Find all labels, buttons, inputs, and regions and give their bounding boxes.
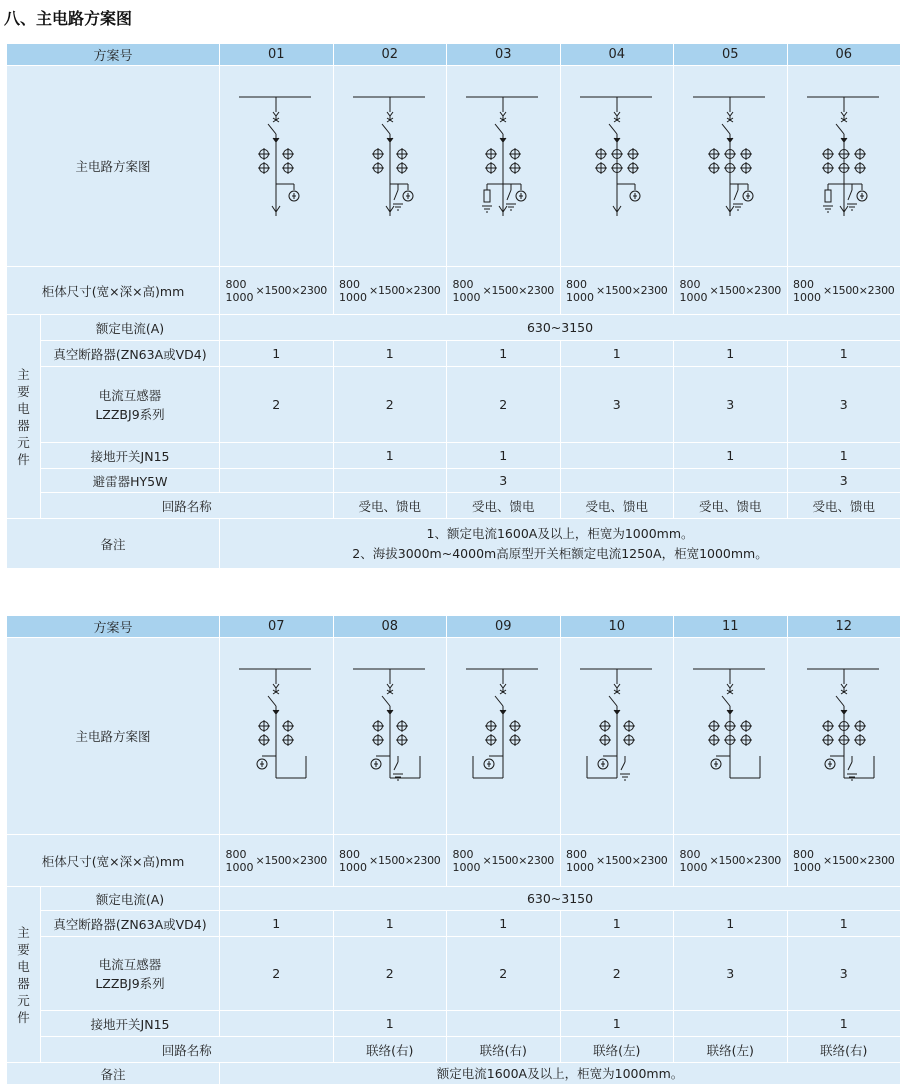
earth-switch-qty	[560, 443, 674, 469]
ct-qty: 2	[333, 367, 447, 443]
circuit-diagram-icon	[789, 66, 899, 266]
breaker-label: 真空断路器(ZN63A或VD4)	[41, 911, 220, 937]
rated-current-value: 630~3150	[220, 887, 900, 911]
ct-label-line2: LZZBJ9系列	[95, 406, 165, 422]
dim-rest: ×1500×2300	[596, 284, 668, 297]
dim-rest: ×1500×2300	[255, 284, 327, 297]
ct-qty: 2	[447, 937, 561, 1011]
breaker-qty: 1	[560, 911, 674, 937]
dim-rest: ×1500×2300	[482, 284, 554, 297]
loop-name: 受电、馈电	[447, 493, 561, 519]
arrester-row	[7, 469, 900, 493]
circuit-diagram-icon	[789, 638, 899, 834]
dim-rest: ×1500×2300	[596, 854, 668, 867]
dim-rest: ×1500×2300	[823, 284, 895, 297]
dimension-cell	[560, 835, 674, 887]
circuit-diagram-07	[220, 638, 334, 835]
ct-qty: 3	[787, 937, 900, 1011]
loop-name: 联络(右)	[333, 1037, 447, 1063]
circuit-diagram-icon	[562, 638, 672, 834]
dim-width-2: 1000	[679, 860, 708, 874]
dim-width-2: 1000	[793, 290, 822, 304]
loop-name: 受电、馈电	[333, 493, 447, 519]
scheme-no-label: 方案号	[7, 44, 220, 66]
loop-name-label: 回路名称	[41, 493, 334, 519]
remark-line-2: 2、海拔3000m~4000m高原型开关柜额定电流1250A，柜宽1000mm。	[352, 545, 768, 561]
loop-name-row	[7, 493, 900, 519]
group-label-main-components	[7, 315, 41, 519]
loop-name: 联络(左)	[560, 1037, 674, 1063]
ct-label-line1: 电流互感器	[98, 956, 162, 972]
remark-label: 备注	[7, 519, 220, 569]
breaker-qty: 1	[447, 911, 561, 937]
circuit-diagram-10	[560, 638, 674, 835]
dim-rest: ×1500×2300	[709, 854, 781, 867]
earth-switch-qty	[447, 1011, 561, 1037]
dim-width-1: 800	[793, 277, 815, 291]
ct-qty: 3	[787, 367, 900, 443]
loop-name: 联络(左)	[674, 1037, 788, 1063]
rated-current-row	[7, 315, 900, 341]
circuit-diagram-09	[447, 638, 561, 835]
circuit-diagram-06	[787, 66, 900, 267]
loop-name: 联络(右)	[447, 1037, 561, 1063]
dimension-cell	[674, 267, 788, 315]
scheme-no: 11	[674, 616, 788, 638]
loop-name: 联络(右)	[787, 1037, 900, 1063]
dim-width-1: 800	[566, 847, 588, 861]
remark-text: 额定电流1600A及以上，柜宽为1000mm。	[220, 1063, 900, 1085]
arrester-qty: 3	[787, 469, 900, 493]
circuit-diagram-01	[220, 66, 334, 267]
dim-rest: ×1500×2300	[709, 284, 781, 297]
circuit-diagram-11	[674, 638, 788, 835]
earth-switch-qty: 1	[560, 1011, 674, 1037]
dimension-cell	[447, 267, 561, 315]
circuit-diagram-icon	[335, 638, 445, 834]
breaker-qty: 1	[333, 341, 447, 367]
circuit-diagram-03	[447, 66, 561, 267]
dim-width-2: 1000	[339, 290, 368, 304]
circuit-diagram-12	[787, 638, 900, 835]
breaker-qty: 1	[220, 341, 334, 367]
dim-rest: ×1500×2300	[482, 854, 554, 867]
header-row	[7, 44, 900, 66]
arrester-qty	[674, 469, 788, 493]
dim-width-1: 800	[339, 277, 361, 291]
dim-width-1: 800	[452, 847, 474, 861]
dimension-cell	[787, 835, 900, 887]
arrester-label: 避雷器HY5W	[41, 469, 220, 493]
dimension-row	[7, 835, 900, 887]
scheme-no: 06	[787, 44, 900, 66]
dim-width-1: 800	[566, 277, 588, 291]
ct-qty: 2	[220, 937, 334, 1011]
rated-current-label: 额定电流(A)	[41, 315, 220, 341]
remark-text	[220, 519, 900, 569]
earth-switch-row	[7, 1011, 900, 1037]
dim-width-2: 1000	[566, 290, 595, 304]
dim-width-1: 800	[225, 277, 247, 291]
dim-rest: ×1500×2300	[369, 284, 441, 297]
dim-rest: ×1500×2300	[369, 854, 441, 867]
loop-name-row	[7, 1037, 900, 1063]
earth-switch-label: 接地开关JN15	[41, 1011, 220, 1037]
scheme-no: 02	[333, 44, 447, 66]
dim-width-1: 800	[679, 277, 701, 291]
ct-qty: 3	[674, 367, 788, 443]
ct-label	[41, 367, 220, 443]
group-label-text: 主 要 电 器 元 件	[17, 366, 30, 467]
dimension-cell	[333, 267, 447, 315]
ct-row	[7, 937, 900, 1011]
breaker-qty: 1	[674, 911, 788, 937]
header-row	[7, 616, 900, 638]
dimension-cell	[447, 835, 561, 887]
arrester-qty	[220, 469, 334, 493]
circuit-diagram-icon	[675, 66, 785, 266]
diagram-row	[7, 638, 900, 835]
loop-name: 受电、馈电	[560, 493, 674, 519]
scheme-table-2	[6, 615, 900, 1085]
loop-name: 受电、馈电	[787, 493, 900, 519]
breaker-row	[7, 911, 900, 937]
dimension-label: 柜体尺寸(宽×深×高)mm	[7, 267, 220, 315]
earth-switch-qty: 1	[787, 443, 900, 469]
breaker-qty: 1	[674, 341, 788, 367]
dim-width-2: 1000	[225, 860, 254, 874]
dim-width-1: 800	[452, 277, 474, 291]
circuit-diagram-02	[333, 66, 447, 267]
loop-name: 受电、馈电	[674, 493, 788, 519]
dimension-cell	[560, 267, 674, 315]
group-label-main-components	[7, 887, 41, 1063]
remark-label: 备注	[7, 1063, 220, 1085]
dim-rest: ×1500×2300	[823, 854, 895, 867]
breaker-qty: 1	[447, 341, 561, 367]
dim-width-1: 800	[225, 847, 247, 861]
dim-width-2: 1000	[339, 860, 368, 874]
arrester-qty	[560, 469, 674, 493]
dimension-label: 柜体尺寸(宽×深×高)mm	[7, 835, 220, 887]
breaker-qty: 1	[787, 911, 900, 937]
circuit-diagram-05	[674, 66, 788, 267]
earth-switch-qty: 1	[333, 1011, 447, 1037]
dimension-cell	[674, 835, 788, 887]
breaker-qty: 1	[787, 341, 900, 367]
dim-width-1: 800	[793, 847, 815, 861]
arrester-qty	[333, 469, 447, 493]
earth-switch-label: 接地开关JN15	[41, 443, 220, 469]
breaker-row	[7, 341, 900, 367]
scheme-no: 07	[220, 616, 334, 638]
dimension-cell	[220, 835, 334, 887]
scheme-no: 05	[674, 44, 788, 66]
dimension-cell	[787, 267, 900, 315]
scheme-no: 09	[447, 616, 561, 638]
section-heading: 八、主电路方案图	[4, 9, 133, 28]
scheme-table-1	[6, 43, 900, 569]
diagram-label: 主电路方案图	[7, 66, 220, 267]
circuit-diagram-04	[560, 66, 674, 267]
dim-width-2: 1000	[452, 290, 481, 304]
arrester-qty: 3	[447, 469, 561, 493]
earth-switch-qty	[220, 443, 334, 469]
circuit-diagram-icon	[335, 66, 445, 266]
earth-switch-qty: 1	[333, 443, 447, 469]
dimension-row	[7, 267, 900, 315]
earth-switch-qty: 1	[447, 443, 561, 469]
diagram-row	[7, 66, 900, 267]
diagram-label: 主电路方案图	[7, 638, 220, 835]
scheme-no: 12	[787, 616, 900, 638]
breaker-label: 真空断路器(ZN63A或VD4)	[41, 341, 220, 367]
breaker-qty: 1	[333, 911, 447, 937]
scheme-no: 01	[220, 44, 334, 66]
circuit-diagram-icon	[221, 66, 331, 266]
dim-width-2: 1000	[566, 860, 595, 874]
breaker-qty: 1	[220, 911, 334, 937]
ct-label-line1: 电流互感器	[98, 387, 162, 403]
earth-switch-qty	[220, 1011, 334, 1037]
earth-switch-qty	[674, 1011, 788, 1037]
ct-qty: 2	[560, 937, 674, 1011]
earth-switch-qty: 1	[674, 443, 788, 469]
ct-row	[7, 367, 900, 443]
circuit-diagram-icon	[448, 66, 558, 266]
scheme-no-label: 方案号	[7, 616, 220, 638]
dim-width-1: 800	[339, 847, 361, 861]
dim-width-2: 1000	[679, 290, 708, 304]
ct-qty: 2	[447, 367, 561, 443]
dimension-cell	[220, 267, 334, 315]
ct-qty: 2	[220, 367, 334, 443]
remark-row	[7, 519, 900, 569]
dimension-cell	[333, 835, 447, 887]
circuit-diagram-icon	[448, 638, 558, 834]
scheme-no: 03	[447, 44, 561, 66]
dim-width-2: 1000	[452, 860, 481, 874]
breaker-qty: 1	[560, 341, 674, 367]
scheme-no: 10	[560, 616, 674, 638]
earth-switch-qty: 1	[787, 1011, 900, 1037]
scheme-no: 04	[560, 44, 674, 66]
dim-width-1: 800	[679, 847, 701, 861]
dim-width-2: 1000	[225, 290, 254, 304]
ct-qty: 3	[674, 937, 788, 1011]
circuit-diagram-icon	[562, 66, 672, 266]
rated-current-label: 额定电流(A)	[41, 887, 220, 911]
ct-qty: 3	[560, 367, 674, 443]
dim-width-2: 1000	[793, 860, 822, 874]
remark-line-1: 1、额定电流1600A及以上，柜宽为1000mm。	[426, 525, 694, 541]
ct-label	[41, 937, 220, 1011]
loop-name-label: 回路名称	[41, 1037, 334, 1063]
earth-switch-row	[7, 443, 900, 469]
group-label-text: 主 要 电 器 元 件	[17, 924, 30, 1025]
remark-row	[7, 1063, 900, 1085]
circuit-diagram-icon	[675, 638, 785, 834]
ct-qty: 2	[333, 937, 447, 1011]
circuit-diagram-icon	[221, 638, 331, 834]
rated-current-value: 630~3150	[220, 315, 900, 341]
dim-rest: ×1500×2300	[255, 854, 327, 867]
circuit-diagram-08	[333, 638, 447, 835]
rated-current-row	[7, 887, 900, 911]
scheme-no: 08	[333, 616, 447, 638]
ct-label-line2: LZZBJ9系列	[95, 975, 165, 991]
